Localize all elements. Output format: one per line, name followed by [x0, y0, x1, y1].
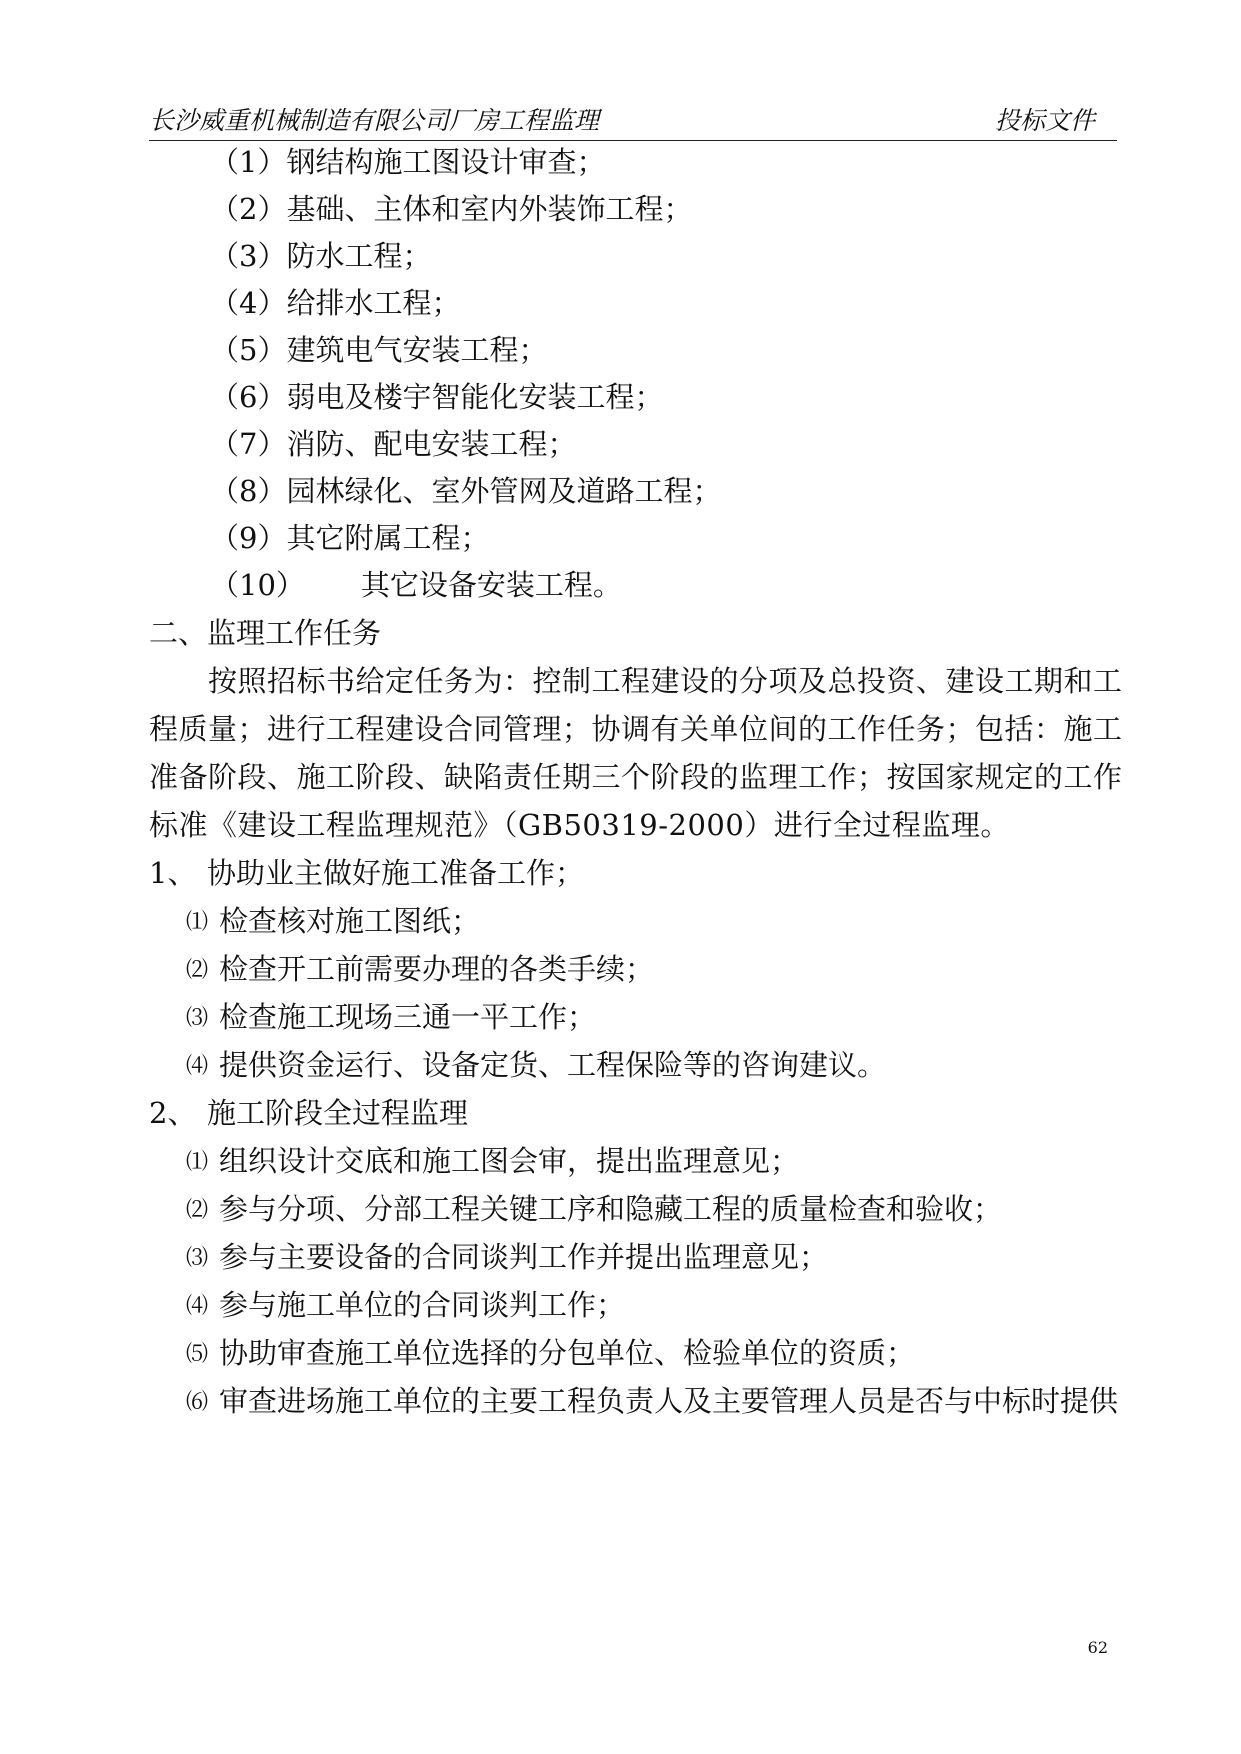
task-item: ⑶ 检查施工现场三通一平工作；	[185, 1000, 597, 1034]
page-header	[149, 100, 1117, 141]
task-item: ⑹ 审查进场施工单位的主要工程负责人及主要管理人员是否与中标时提供	[185, 1384, 1119, 1418]
paragraph-line: 准备阶段、施工阶段、缺陷责任期三个阶段的监理工作；按国家规定的工作	[149, 760, 1123, 794]
scope-item: （6）弱电及楼宇智能化安装工程；	[210, 380, 664, 414]
task-item: ⑷ 提供资金运行、设备定货、工程保险等的咨询建议。	[185, 1048, 887, 1082]
task-item: ⑵ 参与分项、分部工程关键工序和隐藏工程的质量检查和验收；	[185, 1192, 1003, 1226]
scope-item: （7）消防、配电安装工程；	[210, 427, 577, 461]
task-item: ⑴ 检查核对施工图纸；	[185, 904, 481, 938]
header-title: 长沙威重机械制造有限公司厂房工程监理	[149, 106, 600, 135]
scope-item: （5）建筑电气安装工程；	[210, 333, 548, 367]
scope-item: （8）园林绿化、室外管网及道路工程；	[210, 474, 722, 508]
task-item: ⑵ 检查开工前需要办理的各类手续；	[185, 952, 655, 986]
scope-item: （3）防水工程；	[210, 239, 432, 273]
scope-item: （4）给排水工程；	[210, 286, 461, 320]
task-item: ⑶ 参与主要设备的合同谈判工作并提出监理意见；	[185, 1240, 829, 1274]
task-item: ⑴ 组织设计交底和施工图会审，提出监理意见；	[185, 1144, 800, 1178]
task-item: ⑸ 协助审查施工单位选择的分包单位、检验单位的资质；	[185, 1336, 916, 1370]
page-number: 62	[1087, 1638, 1108, 1657]
scope-item: （10） 其它设备安装工程。	[210, 568, 622, 602]
section-heading: 二、监理工作任务	[149, 616, 382, 650]
task-item: ⑷ 参与施工单位的合同谈判工作；	[185, 1288, 626, 1322]
paragraph-line: 程质量；进行工程建设合同管理；协调有关单位间的工作任务；包括：施工	[149, 712, 1123, 746]
paragraph-line: 按照招标书给定任务为：控制工程建设的分项及总投资、建设工期和工	[149, 664, 1123, 698]
subsection-title: 1、 协助业主做好施工准备工作；	[149, 856, 585, 890]
scope-item: （9）其它附属工程；	[210, 521, 490, 555]
scope-item: （1）钢结构施工图设计审查；	[210, 145, 606, 179]
header-doc-type: 投标文件	[994, 106, 1095, 135]
paragraph-line: 标准《建设工程监理规范》（GB50319-2000）进行全过程监理。	[149, 808, 1010, 842]
subsection-title: 2、 施工阶段全过程监理	[149, 1096, 469, 1130]
scope-item: （2）基础、主体和室内外装饰工程；	[210, 192, 693, 226]
